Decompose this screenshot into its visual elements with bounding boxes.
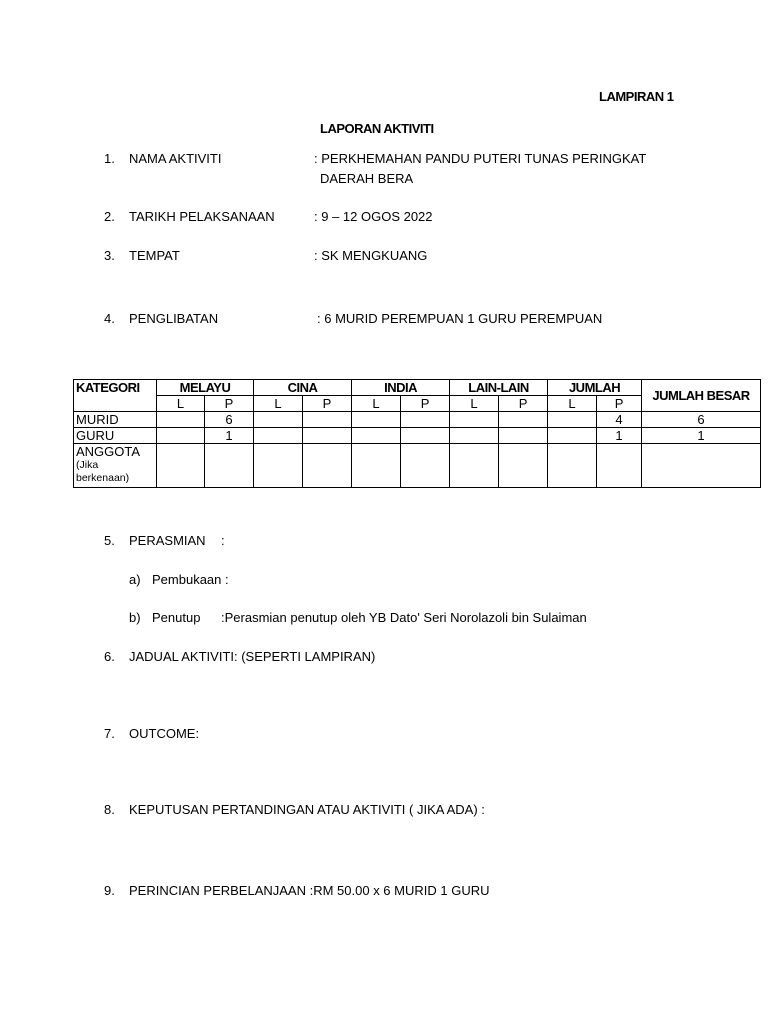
subheader-p: P xyxy=(597,396,642,412)
table-cell xyxy=(450,428,499,444)
item-number: 2. xyxy=(104,209,115,224)
table-cell xyxy=(597,444,642,488)
sub-item-number: b) xyxy=(129,610,141,625)
table-cell xyxy=(548,428,597,444)
table-row-anggota xyxy=(74,444,761,488)
row-label: GURU xyxy=(74,428,157,444)
table-cell xyxy=(254,444,303,488)
table-cell xyxy=(157,428,205,444)
subheader-l: L xyxy=(352,396,401,412)
table-cell xyxy=(548,444,597,488)
table-cell xyxy=(254,412,303,428)
header-jumlah: JUMLAH xyxy=(548,380,642,396)
table-cell xyxy=(352,412,401,428)
table-cell: 6 xyxy=(205,412,254,428)
sub-item-pembukaan: Pembukaan : xyxy=(152,572,229,587)
table-row-murid xyxy=(74,412,761,428)
subheader-l: L xyxy=(157,396,205,412)
table-cell-total: 1 xyxy=(642,428,761,444)
table-cell xyxy=(303,428,352,444)
subheader-l: L xyxy=(548,396,597,412)
table-cell-total: 6 xyxy=(642,412,761,428)
item-label-outcome: OUTCOME: xyxy=(129,726,200,741)
row-label: ANGGOTA xyxy=(76,444,141,459)
subheader-p: P xyxy=(401,396,450,412)
subheader-l: L xyxy=(450,396,499,412)
table-cell xyxy=(548,412,597,428)
table-cell: 1 xyxy=(597,428,642,444)
subheader-l: L xyxy=(254,396,303,412)
item-value-nama-aktiviti: : PERKHEMAHAN PANDU PUTERI TUNAS PERINGKAT xyxy=(314,151,647,166)
subheader-p: P xyxy=(499,396,548,412)
table-cell xyxy=(401,412,450,428)
item-label-perbelanjaan: PERINCIAN PERBELANJAAN :RM 50.00 x 6 MURID 1 GURU xyxy=(129,883,490,898)
row-label-anggota xyxy=(74,444,157,488)
appendix-label: LAMPIRAN 1 xyxy=(599,89,674,104)
table-cell xyxy=(205,444,254,488)
item-number: 5. xyxy=(104,533,115,548)
item-number: 7. xyxy=(104,726,115,741)
table-row-guru xyxy=(74,428,761,444)
table-cell xyxy=(499,444,548,488)
item-number: 3. xyxy=(104,248,115,263)
item-value-tempat: : SK MENGKUANG xyxy=(314,248,428,263)
item-value-nama-aktiviti-line2: DAERAH BERA xyxy=(320,171,414,186)
header-india: INDIA xyxy=(352,380,450,396)
sub-item-penutup-value: :Perasmian penutup oleh YB Dato' Seri Norolazoli bin Sulaiman xyxy=(221,610,587,625)
table-header-row xyxy=(74,380,761,396)
item-value-penglibatan: : 6 MURID PEREMPUAN 1 GURU PEREMPUAN xyxy=(317,311,603,326)
table-cell xyxy=(157,412,205,428)
table-cell xyxy=(303,412,352,428)
item-number: 4. xyxy=(104,311,115,326)
header-jumlah-besar: JUMLAH BESAR xyxy=(642,380,761,412)
table-cell xyxy=(352,444,401,488)
header-melayu: MELAYU xyxy=(157,380,254,396)
item-label-nama-aktiviti: NAMA AKTIVITI xyxy=(129,151,222,166)
table-cell xyxy=(401,444,450,488)
item-label-tarikh: TARIKH PELAKSANAAN xyxy=(129,209,275,224)
header-cina: CINA xyxy=(254,380,352,396)
table-cell-total xyxy=(642,444,761,488)
table-cell xyxy=(499,428,548,444)
subheader-p: P xyxy=(205,396,254,412)
table-cell xyxy=(254,428,303,444)
table-cell xyxy=(401,428,450,444)
item-label-jadual: JADUAL AKTIVITI: (SEPERTI LAMPIRAN) xyxy=(129,649,376,664)
sub-item-number: a) xyxy=(129,572,141,587)
row-note: (Jika berkenaan) xyxy=(76,459,130,484)
table-cell xyxy=(157,444,205,488)
item-number: 1. xyxy=(104,151,115,166)
item-value-tarikh: : 9 – 12 OGOS 2022 xyxy=(314,209,433,224)
item-label-perasmian: PERASMIAN xyxy=(129,533,206,548)
page-title: LAPORAN AKTIVITI xyxy=(320,121,434,136)
header-lain-lain: LAIN-LAIN xyxy=(450,380,548,396)
item-number: 8. xyxy=(104,802,115,817)
sub-item-penutup: Penutup xyxy=(152,610,201,625)
table-cell xyxy=(450,444,499,488)
item-value-perasmian: : xyxy=(221,533,225,548)
item-number: 6. xyxy=(104,649,115,664)
participation-table xyxy=(73,379,761,488)
header-kategori: KATEGORI xyxy=(74,380,157,412)
subheader-p: P xyxy=(303,396,352,412)
item-number: 9. xyxy=(104,883,115,898)
table-cell xyxy=(499,412,548,428)
table-cell xyxy=(303,444,352,488)
item-label-keputusan: KEPUTUSAN PERTANDINGAN ATAU AKTIVITI ( JIKA ADA) : xyxy=(129,802,485,817)
table-cell xyxy=(352,428,401,444)
item-label-penglibatan: PENGLIBATAN xyxy=(129,311,219,326)
table-cell: 4 xyxy=(597,412,642,428)
row-label: MURID xyxy=(74,412,157,428)
item-label-tempat: TEMPAT xyxy=(129,248,180,263)
table-cell xyxy=(450,412,499,428)
table-cell: 1 xyxy=(205,428,254,444)
